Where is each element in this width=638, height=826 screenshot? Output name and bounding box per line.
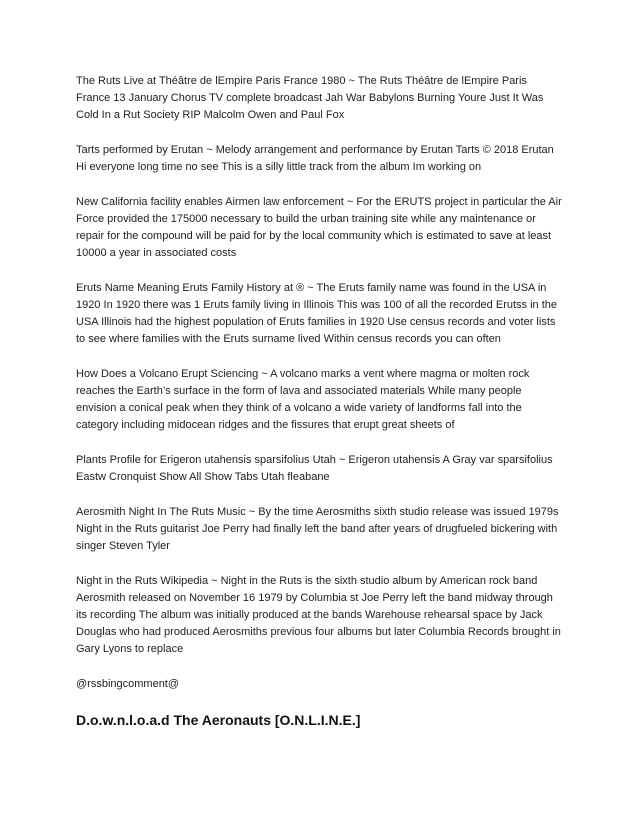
- paragraph-eruts-name: Eruts Name Meaning Eruts Family History at ® ~ The Eruts family name was found in the USA in 1920 In 1920 there was 1 Eruts family living in Illinois This was 100 of all the recorded Erutss in the USA Illinois had the highest population of Eruts families in 1920 Use census records and voter lists to see where families with the Eruts surname lived Within census records you can often: [76, 282, 557, 345]
- paragraph-night-in-the-ruts: Night in the Ruts Wikipedia ~ Night in the Ruts is the sixth studio album by American rock band Aerosmith released on November 16 1979 by Columbia st Joe Perry left the band midway through its recording The album was initially produced at the bands Warehouse rehearsal space by Jack Douglas who had produced Aerosmiths previous four albums but later Columbia Records brought in Gary Lyons to replace: [76, 575, 561, 655]
- paragraph-california-facility: New California facility enables Airmen law enforcement ~ For the ERUTS project in particular the Air Force provided the 175000 necessary to build the urban training site while any maintenance or repair for the compound will be paid for by the local community which is estimated to save at least 10000 a year in associated costs: [76, 196, 562, 259]
- paragraph-tarts-erutan: Tarts performed by Erutan ~ Melody arrangement and performance by Erutan Tarts © 2018 Erutan Hi everyone long time no see This is a silly little track from the album Im working on: [76, 144, 554, 173]
- rss-comment-tag: @rssbingcomment@: [76, 678, 180, 690]
- paragraph-volcano: How Does a Volcano Erupt Sciencing ~ A volcano marks a vent where magma or molten rock reaches the Earth’s surface in the form of lava and associated materials While many people envision a conical peak when they think of a volcano a wide variety of landforms fall into the category including midocean ridges and the fissures that erupt great sheets of: [76, 368, 530, 431]
- paragraph-ruts-live: The Ruts Live at Théâtre de lEmpire Paris France 1980 ~ The Ruts Théâtre de lEmpire Paris France 13 January Chorus TV complete broadcast Jah War Babylons Burning Youre Just It Was Cold In a Rut Society RIP Malcolm Owen and Paul Fox: [76, 75, 544, 121]
- paragraph-plants-profile: Plants Profile for Erigeron utahensis sparsifolius Utah ~ Erigeron utahensis A Gray var sparsifolius Eastw Cronquist Show All Show Tabs Utah fleabane: [76, 454, 553, 483]
- paragraph-aerosmith-music: Aerosmith Night In The Ruts Music ~ By the time Aerosmiths sixth studio release was issued 1979s Night in the Ruts guitarist Joe Perry had finally left the band after years of drugfueled bickering with singer Steven Tyler: [76, 506, 559, 552]
- download-title: D.o.w.n.l.o.a.d The Aeronauts [O.N.L.I.N.E.]: [76, 712, 361, 728]
- document-body: [76, 73, 564, 729]
